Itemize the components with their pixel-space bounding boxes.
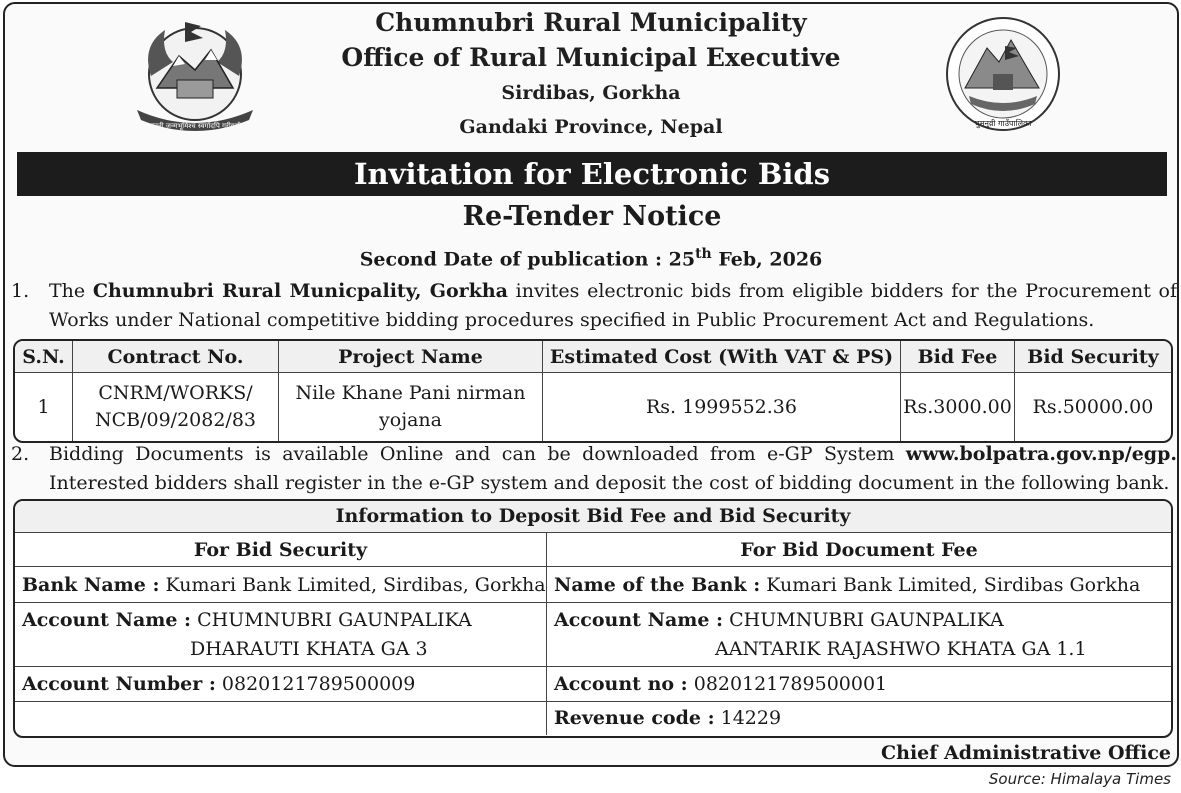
fee-revenue-code-label: Revenue code : [554,707,715,729]
paragraph-2-number: 2. [11,443,30,465]
security-account-number-value: 0820121789500009 [215,673,416,695]
cell-contract-no-line1: CNRM/WORKS/ [98,382,253,404]
paragraph-1 [11,277,1177,335]
contract-table-header-row [15,341,1171,373]
fee-bank-name [547,567,1171,603]
contract-table [13,339,1173,443]
notice-frame [3,2,1179,767]
publication-date [5,246,1177,270]
fee-account-name-line2: AANTARIK RAJASHWO KHATA GA 1.1 [715,638,1087,660]
bid-security-heading: For Bid Security [15,533,547,567]
chumnubri-municipality-logo-icon [939,14,1067,136]
province-country: Gandaki Province, Nepal [459,116,723,138]
security-bank-value: Kumari Bank Limited, Sirdibas, Gorkha [159,574,546,596]
cell-sn: 1 [15,373,73,441]
paragraph-2-post: Interested bidders shall register in the e-GP system and deposit the cost of bidding document in the following bank. [49,472,1170,494]
deposit-info-title: Information to Deposit Bid Fee and Bid Security [15,501,1171,533]
col-header-sn: S.N. [15,341,73,373]
notice-subtitle: Re-Tender Notice [462,201,722,232]
paragraph-1-post: invites electronic bids from eligible bidders for the Procurement of Works under National competitive bidding procedures specified in Public Procurement Act and Regulations. [49,280,1177,331]
table-row [15,373,1171,441]
security-account-name-line1: CHUMNUBRI GAUNPALIKA [191,609,472,631]
col-header-bid-security: Bid Security [1015,341,1171,373]
fee-account-name-label: Account Name : [554,609,724,631]
deposit-info-table [13,499,1173,738]
col-header-contract-no: Contract No. [73,341,279,373]
cell-contract-no-line2: NCB/09/2082/83 [94,409,257,431]
cell-estimated-cost: Rs. 1999552.36 [543,373,901,441]
col-header-bid-fee: Bid Fee [901,341,1015,373]
fee-bank-label: Name of the Bank : [554,574,761,596]
office-name: Office of Rural Municipal Executive [341,43,841,72]
security-empty-cell [15,702,547,735]
publication-date-sup: th [695,246,712,262]
cell-contract-no [73,373,279,441]
fee-account-name-line1: CHUMNUBRI GAUNPALIKA [723,609,1004,631]
notice-title: Invitation for Electronic Bids [17,152,1167,196]
fee-account-name [547,603,1171,667]
security-account-number-label: Account Number : [22,673,216,695]
paragraph-1-number: 1. [11,280,30,302]
col-header-estimated-cost: Estimated Cost (With VAT & PS) [543,341,901,373]
office-location: Sirdibas, Gorkha [501,82,681,104]
municipality-name: Chumnubri Rural Municipality [375,8,807,37]
cell-bid-security: Rs.50000.00 [1032,395,1154,418]
fee-account-number [547,667,1171,702]
security-account-name [15,603,547,667]
fee-bank-value: Kumari Bank Limited, Sirdibas Gorkha [760,574,1141,596]
security-account-name-label: Account Name : [22,609,192,631]
fee-account-number-value: 0820121789500001 [687,673,888,695]
col-header-project-name: Project Name [279,341,543,373]
security-bank-name [15,567,547,603]
cell-bid-fee: Rs.3000.00 [901,373,1015,441]
right-emblem-caption: चुमनुव्री गाउँपालिका [974,119,1032,128]
security-account-number [15,667,547,702]
cell-project-name [279,373,543,441]
cell-project-name-line1: Nile Khane Pani nirman [295,382,526,404]
fee-account-number-label: Account no : [554,673,688,695]
fee-revenue-code-value: 14229 [714,707,782,729]
publication-date-label: Second Date of publication : 25 [359,248,696,271]
paragraph-2 [11,440,1177,498]
fee-revenue-code [547,702,1171,735]
publication-date-rest: Feb, 2026 [711,248,823,271]
egp-link[interactable]: www.bolpatra.gov.np/egp. [905,443,1177,465]
nepal-government-emblem-icon [121,16,269,138]
cell-project-name-line2: yojana [379,409,442,431]
paragraph-1-bold: Chumnubri Rural Municpality, Gorkha [92,280,508,302]
paragraph-2-pre: Bidding Documents is available Online and can be downloaded from e-GP System [49,443,906,465]
security-bank-label: Bank Name : [22,574,160,596]
paragraph-1-pre: The [49,280,93,302]
security-account-name-line2: DHARAUTI KHATA GA 3 [190,638,428,660]
left-emblem-caption: जननी जन्मभूमिश्च स्वर्गादपि गरीयसी [148,122,242,130]
source-credit: Source: Himalaya Times [988,770,1171,788]
bid-document-fee-heading: For Bid Document Fee [547,533,1171,567]
signoff: Chief Administrative Office [881,742,1171,764]
